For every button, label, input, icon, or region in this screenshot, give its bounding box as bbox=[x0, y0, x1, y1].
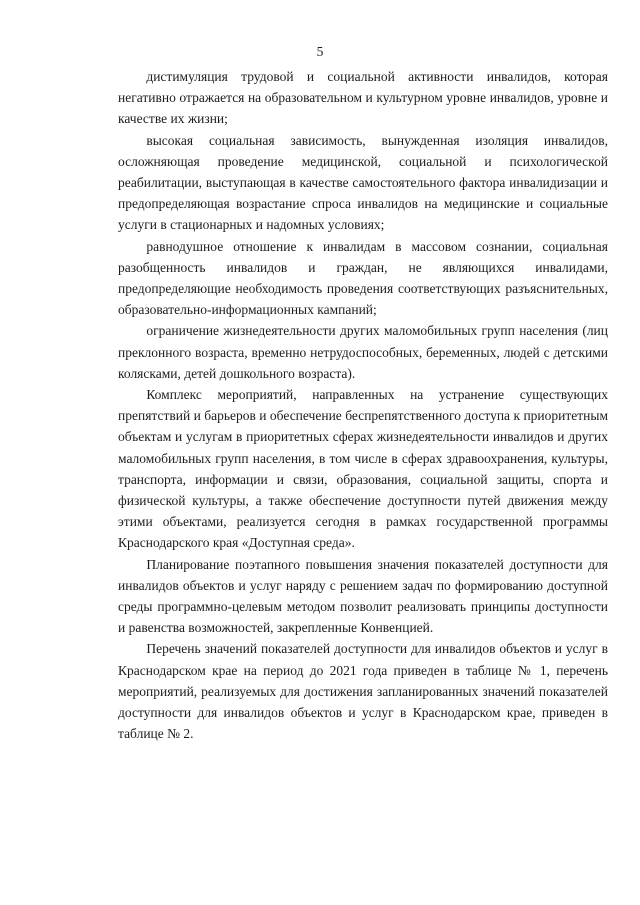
paragraph-5: Комплекс мероприятий, направленных на устранение существующих препятствий и барьеров и обеспечение беспрепятственного доступа к приоритетным объектам и услугам в приоритетных сферах жизнедеятельности инвалидов и других маломобильных групп населения, в том числе в сферах здравоохранения, культуры, транспорта, информации и связи, образования, социальной защиты, спорта и физической культуры, а также обеспечение доступности путей движения между этими объектами, реализуется сегодня в рамках государственной программы Краснодарского края «Доступная среда». bbox=[118, 387, 608, 551]
paragraph-7: Перечень значений показателей доступности для инвалидов объектов и услуг в Краснодарском крае на период до 2021 года приведен в таблице № 1, перечень мероприятий, реализуемых для достижения запланированных значений показателей доступности для инвалидов объектов и услуг в Краснодарском крае, приведен в таблице № 2. bbox=[118, 641, 608, 742]
paragraph-3: равнодушное отношение к инвалидам в массовом сознании, социальная разобщенность инвалидов и граждан, не являющихся инвалидами, предопределяющие необходимость проведения соответствующих разъяснительных, образовательно-информационных кампаний; bbox=[118, 238, 608, 318]
paragraph-4: ограничение жизнедеятельности других маломобильных групп населения (лиц преклонного возраста, временно нетрудоспособных, беременных, людей с детскими колясками, детей дошкольного возраста). bbox=[118, 323, 608, 381]
paragraph-2: высокая социальная зависимость, вынужденная изоляция инвалидов, осложняющая проведение медицинской, социальной и психологической реабилитации, выступающая в качестве самостоятельного фактора инвалидизации и предопределяющая возрастание спроса инвалидов на медицинские и социальные услуги в стационарных и надомных условиях; bbox=[118, 132, 608, 233]
paragraph-6: Планирование поэтапного повышения значения показателей доступности для инвалидов объектов и услуг наряду с решением задач по формированию доступной среды программно-целевым методом позволит реализовать принципы доступности и равенства возможностей, закрепленные Конвенцией. bbox=[118, 556, 608, 636]
paragraph-1: дистимуляция трудовой и социальной активности инвалидов, которая негативно отражается на образовательном и культурном уровне инвалидов, уровне и качестве их жизни; bbox=[118, 69, 608, 127]
page-number: 5 bbox=[316, 44, 324, 59]
document-body bbox=[118, 66, 608, 745]
